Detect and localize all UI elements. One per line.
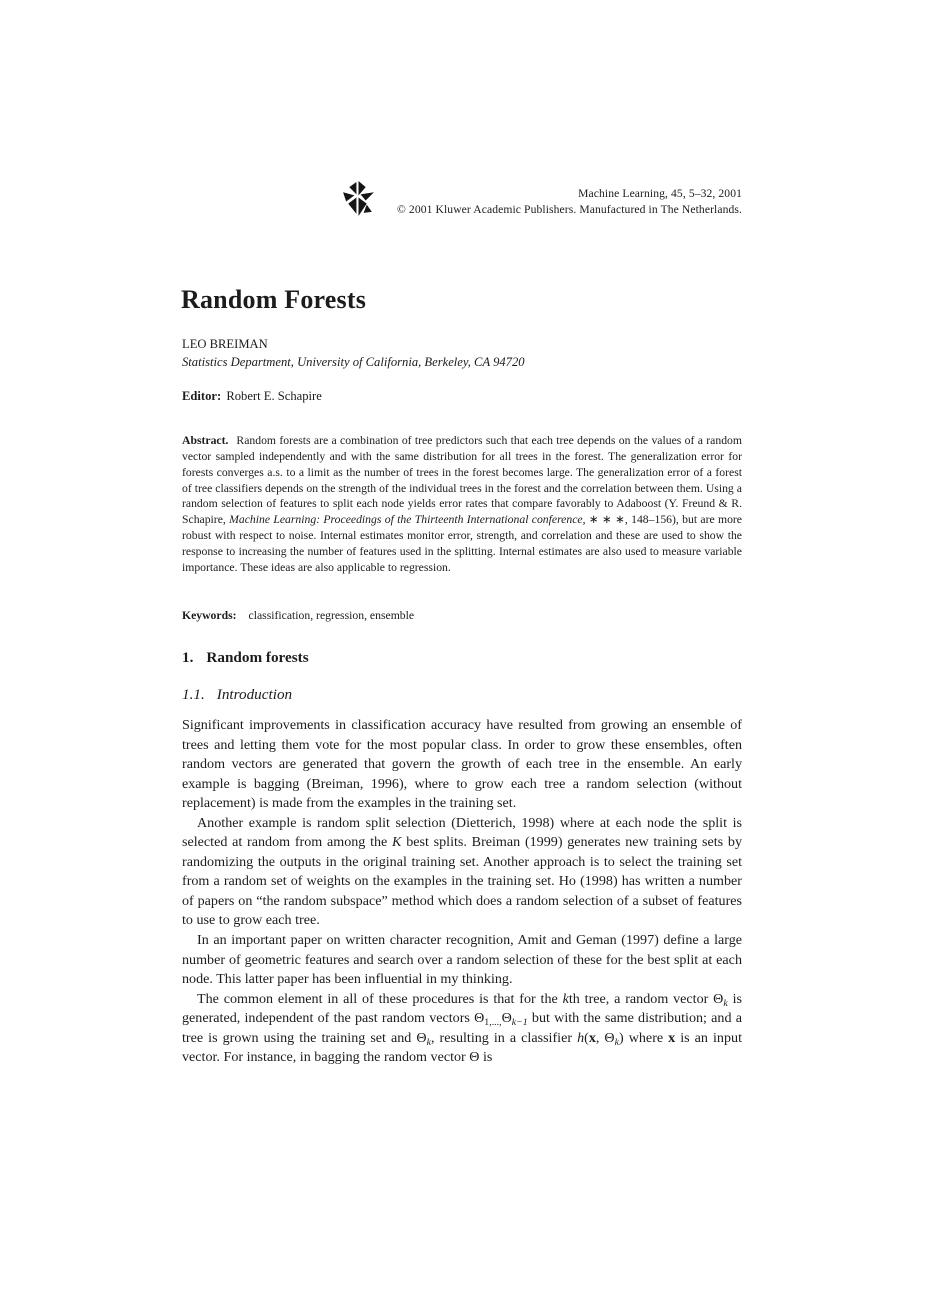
journal-line: Machine Learning, 45, 5–32, 2001 [578,187,742,200]
journal-header [182,186,742,218]
abstract-label: Abstract. [182,434,229,447]
paragraph-2: Another example is random split selection (Dietterich, 1998) where at each node the split is selected at random from among the K best splits. Breiman (1999) generates new training sets by randomizing the outputs in the original training set. Another approach is to select the training set from a random set of weights on the examples in the training set. Ho (1998) has written a number of papers on “the random subspace” method which does a random selection of a subset of features to use to grow each tree. [182,814,742,929]
paper-title: Random Forests [181,285,367,314]
paragraph-4: The common element in all of these procedures is that for the kth tree, a random vector $\Theta_k$ is generated, independent of the past random vectors $\Theta_{1,...,}\Theta_{k-1}$ but with the same distribution; and a tree is grown using the training set and $\Theta_k$, resulting in a classifier h(x, $\Theta_k$) where x is an input vector. For instance, in bagging the random vector Θ is [182,990,742,1066]
keywords-text: classification, regression, ensemble [248,609,415,622]
editor-label: Editor: [182,389,222,403]
paragraph-1: Significant improvements in classification accuracy have resulted from growing an ensemble of trees and letting them vote for the most popular class. In order to grow these ensembles, often random vectors are generated that govern the growth of each tree in the ensemble. An early example is bagging (Breiman, 1996), where to grow each tree a random selection (without replacement) is made from the examples in the training set. [182,717,742,812]
author-block [182,335,525,371]
copyright-line: © 2001 Kluwer Academic Publishers. Manufactured in The Netherlands. [397,203,742,216]
editor-name: Robert E. Schapire [226,389,322,403]
section-number: 1. [182,649,194,666]
editor-line [182,389,322,404]
subsection-number: 1.1. [182,686,205,703]
author-name: LEO BREIMAN [182,337,268,351]
section-heading-1 [182,649,309,667]
paragraph-3: In an important paper on written character recognition, Amit and Geman (1997) define a large number of geometric features and search over a random selection of these for the best split at each node. This latter paper has been influential in my thinking. [182,932,742,988]
body-text [182,716,742,1068]
subsection-title: Introduction [216,686,293,703]
abstract [182,433,742,576]
subsection-heading-1-1 [182,686,292,704]
keywords-label: Keywords: [182,609,237,622]
author-affiliation: Statistics Department, University of California, Berkeley, CA 94720 [182,355,525,369]
keywords-line [182,609,742,622]
section-title: Random forests [206,649,309,666]
abstract-text: Random forests are a combination of tree predictors such that each tree depends on the values of a random vector sampled independently and with the same distribution for all trees in the forest. The generalization error for forests converges a.s. to a limit as the number of trees in the forest becomes large. The generalization error of a forest of tree classifiers depends on the strength of the individual trees in the forest and the correlation between them. Using a random selection of features to split each node yields error rates that compare favorably to Adaboost (Y. Freund & R. Schapire, Machine Learning: Proceedings of the Thirteenth International conference, ∗ ∗ ∗, 148–156), but are more robust with respect to noise. Internal estimates monitor error, strength, and correlation and these are used to show the response to increasing the number of features used in the splitting. Internal estimates are also used to measure variable importance. These ideas are also applicable to regression. [182,434,742,574]
